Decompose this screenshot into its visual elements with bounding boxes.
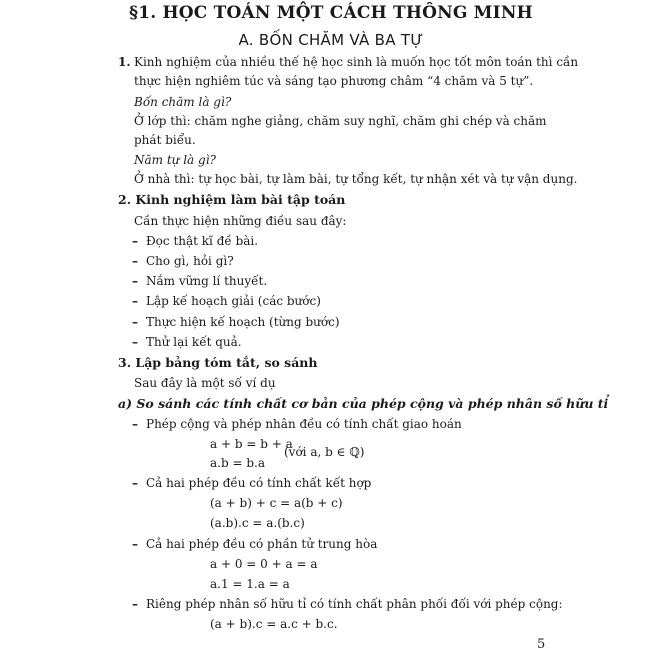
dash-mark: – <box>132 274 138 288</box>
list-item: Nắm vững lí thuyết. <box>146 274 268 288</box>
property-distributive: Riêng phép nhân số hữu tỉ có tính chất phân phối đối với phép cộng: <box>146 597 563 611</box>
dash-mark: – <box>132 476 138 490</box>
list-item: Thực hiện kế hoạch (từng bước) <box>146 315 340 329</box>
formula: a.1 = 1.a = a <box>210 577 290 591</box>
section-2-intro: Cần thực hiện những điều sau đây: <box>134 214 347 228</box>
formula: a.b = b.a <box>210 456 265 470</box>
dash-mark: – <box>132 597 138 611</box>
question-four-diligences: Bốn chăm là gì? <box>134 95 232 109</box>
formula: (a + b) + c = a(b + c) <box>210 496 343 510</box>
question-five-selfs: Năm tự là gì? <box>134 153 216 167</box>
list-item: Đọc thật kĩ đề bài. <box>146 234 259 248</box>
property-identity: Cả hai phép đều có phần tử trung hòa <box>146 537 378 551</box>
dash-mark: – <box>132 234 138 248</box>
answer-four-line2: phát biểu. <box>134 133 196 147</box>
section-2-heading: 2. Kinh nghiệm làm bài tập toán <box>118 192 346 207</box>
page-title: §1. HỌC TOÁN MỘT CÁCH THÔNG MINH <box>129 3 533 23</box>
dash-mark: – <box>132 537 138 551</box>
page-number: 5 <box>537 637 546 652</box>
answer-four-line1: Ở lớp thì: chăm nghe giảng, chăm suy nghĩ, chăm ghi chép và chăm <box>134 114 547 128</box>
dash-mark: – <box>132 335 138 349</box>
dash-mark: – <box>132 294 138 308</box>
answer-five: Ở nhà thì: tự học bài, tự làm bài, tự tổng kết, tự nhận xét và tự vận dụng. <box>134 172 578 186</box>
list-item: Cho gì, hỏi gì? <box>146 254 234 268</box>
section-1-text-line2: thực hiện nghiêm túc và sáng tạo phương châm “4 chăm và 5 tự”. <box>134 74 534 88</box>
formula: (a + b).c = a.c + b.c. <box>210 617 338 631</box>
section-3-heading: 3. Lập bảng tóm tắt, so sánh <box>118 355 318 370</box>
section-1-text-line1: Kinh nghiệm của nhiều thế hệ học sinh là muốn học tốt môn toán thì cần <box>134 55 579 69</box>
section-subtitle: A. BỐN CHĂM VÀ BA TỰ <box>238 31 424 49</box>
formula: a + 0 = 0 + a = a <box>210 557 318 571</box>
list-item: Thử lại kết quả. <box>146 335 242 349</box>
formula: a + b = b + a <box>210 437 293 451</box>
dash-mark: – <box>132 254 138 268</box>
dash-mark: – <box>132 315 138 329</box>
property-associative: Cả hai phép đều có tính chất kết hợp <box>146 476 372 490</box>
property-commutative: Phép cộng và phép nhân đều có tính chất giao hoán <box>146 417 462 431</box>
subsection-a-heading: a) So sánh các tính chất cơ bản của phép cộng và phép nhân số hữu tỉ <box>118 396 609 411</box>
formula: (a.b).c = a.(b.c) <box>210 516 305 530</box>
section-1-number: 1. <box>118 55 131 69</box>
dash-mark: – <box>132 417 138 431</box>
formula-note: (với a, b ∈ ℚ) <box>284 445 365 459</box>
section-3-intro: Sau đây là một số ví dụ <box>134 376 276 390</box>
list-item: Lập kế hoạch giải (các bước) <box>146 294 321 308</box>
